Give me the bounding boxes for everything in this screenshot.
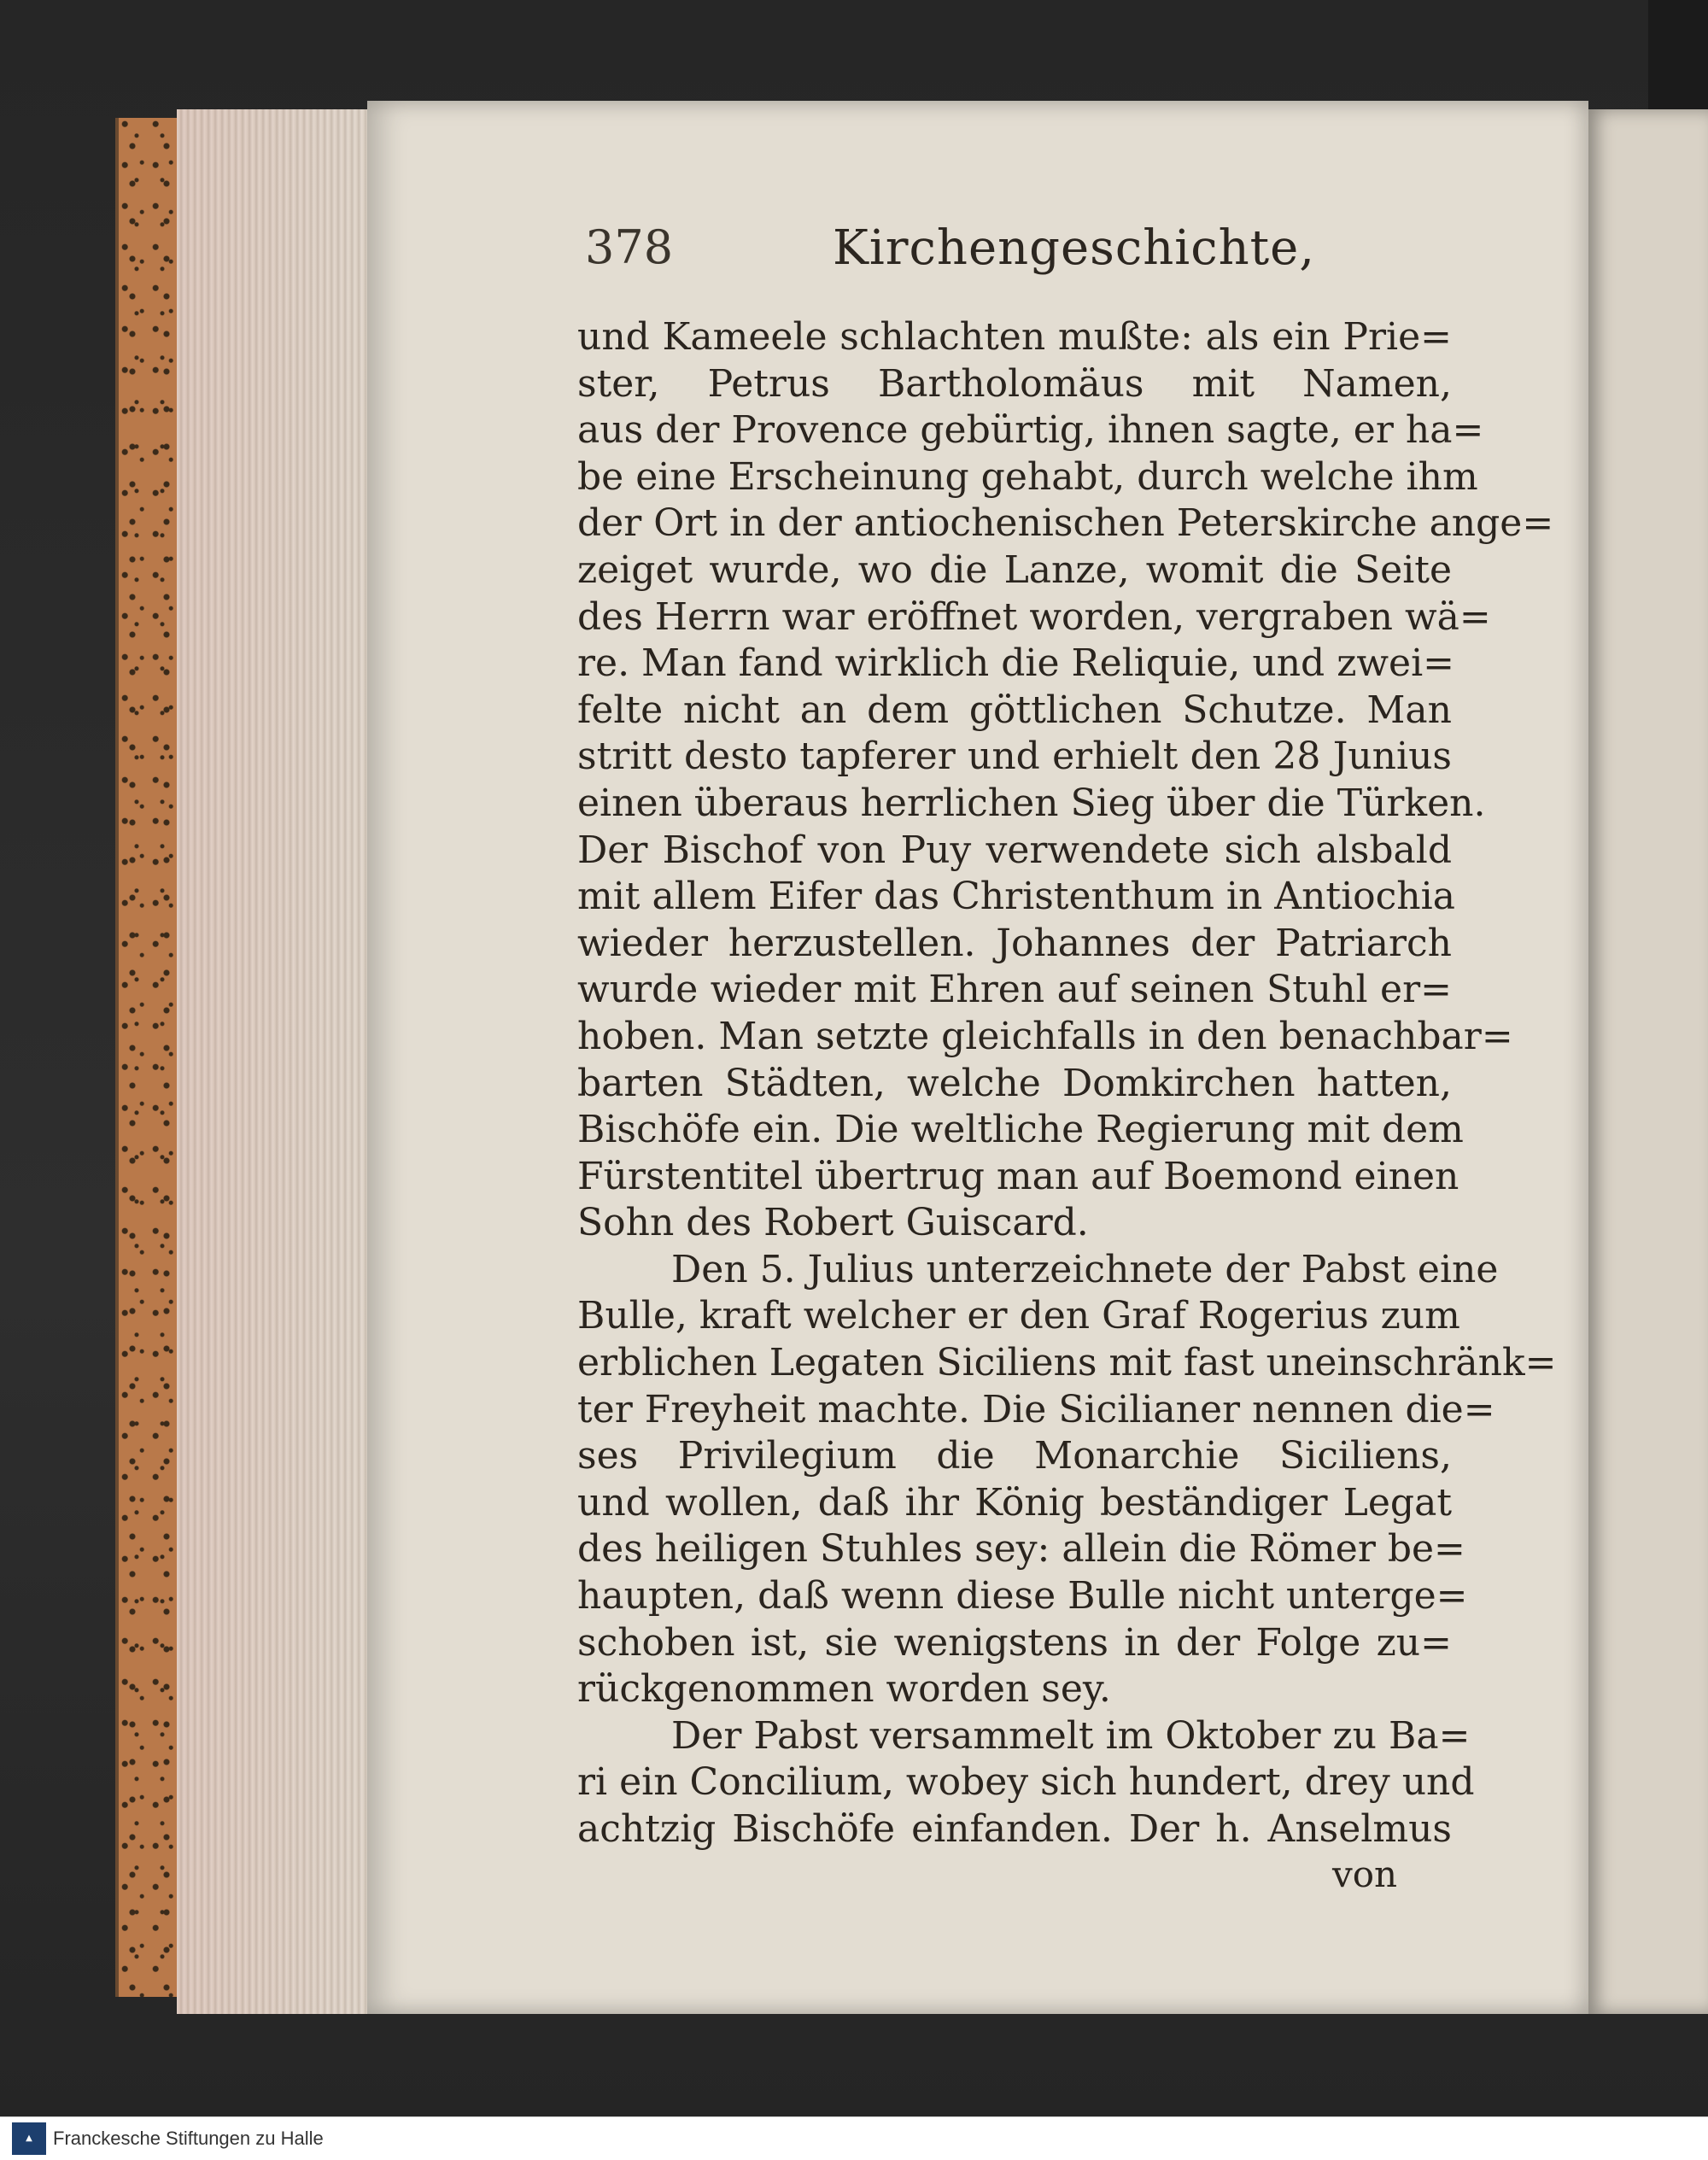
text-line: Sohn des Robert Guiscard. (577, 1201, 1089, 1245)
text-line: und Kameele schlachten mußte: als ein Prie= (577, 315, 1452, 359)
running-head-title: Kirchengeschichte, (833, 220, 1316, 276)
text-line: achtzig Bischöfe einfanden. Der h. Anselmus (577, 1807, 1452, 1851)
scan-corner-dark (1648, 0, 1708, 111)
footer-credit[interactable]: Franckesche Stiftungen zu Halle (53, 2128, 324, 2149)
catchword: von (1332, 1853, 1398, 1895)
text-line: schoben ist, sie wenigstens in der Folge zu= (577, 1620, 1452, 1665)
footer-bar (0, 2116, 1708, 2160)
text-line: barten Städten, welche Domkirchen hatten, (577, 1061, 1452, 1105)
text-line: wieder herzustellen. Johannes der Patriarch (577, 921, 1452, 965)
text-line: ses Privilegium die Monarchie Siciliens, (577, 1434, 1452, 1478)
page-stack-tint (177, 109, 373, 2014)
text-line: Der Pabst versammelt im Oktober zu Ba= (671, 1713, 1471, 1758)
text-line: aus der Provence gebürtig, ihnen sagte, er ha= (577, 408, 1484, 453)
text-line: re. Man fand wirklich die Reliquie, und zwei= (577, 641, 1455, 686)
facing-page-edge (1587, 109, 1708, 2014)
text-line: erblichen Legaten Siciliens mit fast uneinschränk= (577, 1341, 1557, 1385)
text-line: Bulle, kraft welcher er den Graf Rogerius zum (577, 1294, 1460, 1338)
text-line: der Ort in der antiochenischen Peterskirche ange= (577, 501, 1554, 546)
text-line: des Herrn war eröffnet worden, vergraben wä= (577, 594, 1491, 639)
text-line: ter Freyheit machte. Die Sicilianer nennen die= (577, 1387, 1495, 1431)
text-line: zeiget wurde, wo die Lanze, womit die Seite (577, 547, 1452, 592)
text-line: ster, Petrus Bartholomäus mit Namen, (577, 361, 1452, 406)
book-cover-edge (115, 118, 180, 1997)
text-line: Bischöfe ein. Die weltliche Regierung mit dem (577, 1108, 1464, 1152)
text-line: haupten, daß wenn diese Bulle nicht unterge= (577, 1574, 1468, 1619)
text-line: be eine Erscheinung gehabt, durch welche ihm (577, 454, 1478, 499)
running-head (585, 220, 1456, 289)
text-line: Den 5. Julius unterzeichnete der Pabst eine (671, 1247, 1499, 1291)
text-line: und wollen, daß ihr König beständiger Legat (577, 1480, 1452, 1525)
text-line: wurde wieder mit Ehren auf seinen Stuhl er= (577, 968, 1452, 1012)
text-line: stritt desto tapferer und erhielt den 28 Junius (577, 735, 1452, 779)
text-line: rückgenommen worden sey. (577, 1667, 1111, 1712)
page-number: 378 (585, 220, 674, 274)
body-text (577, 314, 1557, 1853)
text-line: mit allem Eifer das Christenthum in Antiochia (577, 875, 1455, 919)
institution-logo-icon: ▲ (12, 2122, 46, 2155)
text-line: Der Bischof von Puy verwendete sich alsbald (577, 828, 1452, 872)
text-line: einen überaus herrlichen Sieg über die Türken. (577, 781, 1486, 825)
text-line: Fürstentitel übertrug man auf Boemond einen (577, 1154, 1459, 1198)
text-line: hoben. Man setzte gleichfalls in den benachbar= (577, 1014, 1513, 1058)
text-line: ri ein Concilium, wobey sich hundert, drey und (577, 1760, 1475, 1805)
text-line: felte nicht an dem göttlichen Schutze. Man (577, 688, 1452, 732)
text-line: des heiligen Stuhles sey: allein die Römer be= (577, 1527, 1465, 1572)
